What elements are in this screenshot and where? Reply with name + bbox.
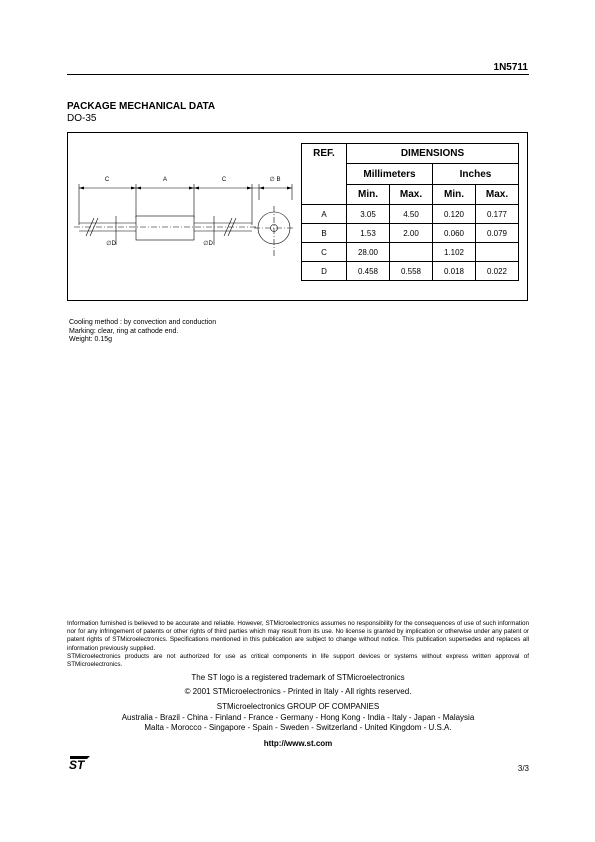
row-in-min: 0.120 — [433, 205, 476, 224]
row-in-min: 0.018 — [433, 262, 476, 281]
dim-label-c-left: C — [104, 177, 110, 183]
row-in-max — [476, 243, 519, 262]
part-number: 1N5711 — [493, 62, 528, 73]
row-in-min: 1.102 — [433, 243, 476, 262]
disclaimer-paragraph: STMicroelectronics products are not authorized for use as critical components in life support devices or systems without express written approval of STMicroelectronics. — [67, 652, 529, 669]
row-mm-min: 28.00 — [347, 243, 390, 262]
in-max-header: Max. — [476, 185, 519, 205]
countries-line: Australia - Brazil - China - Finland - France - Germany - Hong Kong - India - Italy - Japan - Malaysia — [121, 713, 475, 722]
mm-max-header: Max. — [390, 185, 433, 205]
table-row — [302, 262, 519, 281]
table-row — [302, 224, 519, 243]
dimensions-table — [301, 143, 519, 281]
trademark-line: The ST logo is a registered trademark of STMicroelectronics — [191, 673, 405, 682]
row-in-min: 0.060 — [433, 224, 476, 243]
row-mm-min: 1.53 — [347, 224, 390, 243]
weight-note: Weight: 0.15g — [69, 336, 113, 344]
group-line: STMicroelectronics GROUP OF COMPANIES — [216, 702, 380, 711]
row-mm-max: 4.50 — [390, 205, 433, 224]
in-min-header: Min. — [433, 185, 476, 205]
website-link[interactable]: http://www.st.com — [263, 739, 333, 748]
marking-note: Marking: clear, ring at cathode end. — [69, 327, 179, 335]
st-logo-icon — [67, 755, 91, 771]
dim-label-a: A — [162, 177, 168, 183]
header-rule — [67, 74, 529, 75]
row-in-max: 0.079 — [476, 224, 519, 243]
cooling-note: Cooling method : by convection and conduction — [69, 319, 217, 326]
row-mm-min: 0.458 — [347, 262, 390, 281]
countries-line: Malta - Morocco - Singapore - Spain - Sweden - Switzerland - United Kingdom - U.S.A. — [144, 723, 452, 732]
row-mm-min: 3.05 — [347, 205, 390, 224]
row-mm-max: 0.558 — [390, 262, 433, 281]
package-name: DO-35 — [67, 113, 97, 124]
section-title: PACKAGE MECHANICAL DATA — [67, 101, 216, 112]
row-ref: D — [302, 262, 347, 281]
legal-disclaimer — [67, 620, 529, 669]
copyright-line: © 2001 STMicroelectronics - Printed in Italy - All rights reserved. — [184, 687, 412, 696]
row-mm-max: 2.00 — [390, 224, 433, 243]
row-mm-max — [390, 243, 433, 262]
package-drawing — [74, 170, 299, 265]
page-number: 3/3 — [517, 764, 529, 773]
row-in-max: 0.022 — [476, 262, 519, 281]
row-ref: B — [302, 224, 347, 243]
disclaimer-paragraph: Information furnished is believed to be accurate and reliable. However, STMicroelectronics assumes no responsibility for the consequences of use of such information nor for any infringement of patents or other rights of third parties which may result from its use. No license is granted by implication or otherwise under any patent or patent rights of STMicroelectronics. Specifications mentioned in this publication are subject to change without notice. This publication supersedes and replaces all information previously supplied. — [67, 620, 529, 652]
row-ref: C — [302, 243, 347, 262]
table-row — [302, 243, 519, 262]
dim-label-d-left: ∅D — [106, 241, 116, 247]
dim-label-d-right: ∅D — [203, 241, 213, 247]
logo-text: ST — [69, 758, 85, 771]
ref-header: REF. — [302, 144, 347, 205]
mm-min-header: Min. — [347, 185, 390, 205]
package-notes — [69, 319, 216, 345]
dim-label-b: ∅ B — [269, 177, 281, 183]
dimensions-header: DIMENSIONS — [347, 144, 519, 164]
millimeters-header: Millimeters — [347, 164, 433, 185]
table-row — [302, 205, 519, 224]
inches-header: Inches — [433, 164, 519, 185]
row-in-max: 0.177 — [476, 205, 519, 224]
dim-label-c-right: C — [221, 177, 227, 183]
row-ref: A — [302, 205, 347, 224]
